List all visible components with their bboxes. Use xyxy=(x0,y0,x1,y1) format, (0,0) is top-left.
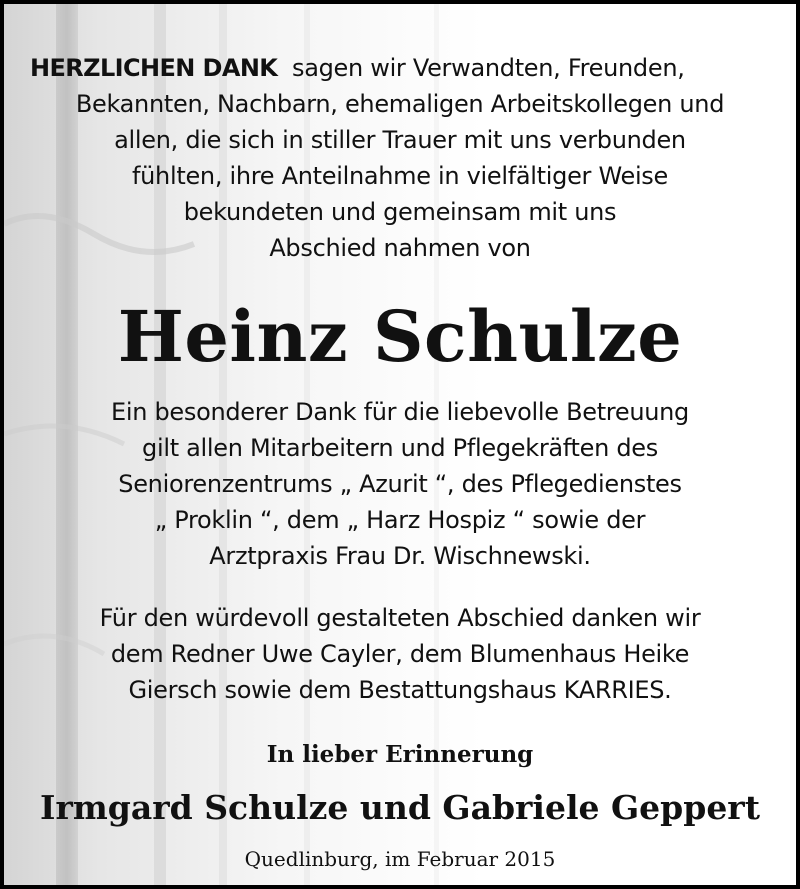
care-thanks-line-2: gilt allen Mitarbeitern und Pflegekräften des xyxy=(142,434,658,462)
intro-line-3: allen, die sich in stiller Trauer mit uns verbunden xyxy=(114,126,686,154)
intro-line-1-rest: sagen wir Verwandten, Freunden, xyxy=(291,54,685,82)
intro-line-2: Bekannten, Nachbarn, ehemaligen Arbeitskollegen und xyxy=(75,90,725,118)
farewell-thanks-line-3: Giersch sowie dem Bestattungshaus KARRIES. xyxy=(128,676,672,704)
notice-text-block xyxy=(4,4,796,885)
farewell-thanks-line-2: dem Redner Uwe Cayler, dem Blumenhaus Heike xyxy=(110,640,690,668)
remembrance-heading: In lieber Erinnerung xyxy=(266,741,534,768)
intro-line-1 xyxy=(30,50,790,86)
care-thanks-line-5: Arztpraxis Frau Dr. Wischnewski. xyxy=(209,542,591,570)
intro-line-6: Abschied nahmen von xyxy=(269,234,531,262)
deceased-name: Heinz Schulze xyxy=(117,295,683,378)
care-thanks-line-1: Ein besonderer Dank für die liebevolle Betreuung xyxy=(111,398,689,426)
signers-names: Irmgard Schulze und Gabriele Geppert xyxy=(40,788,760,827)
intro-lead: HERZLICHEN DANK xyxy=(30,54,278,82)
farewell-thanks-line-1: Für den würdevoll gestalteten Abschied danken wir xyxy=(99,604,701,632)
intro-line-5: bekundeten und gemeinsam mit uns xyxy=(183,198,617,226)
care-thanks-line-4: „ Proklin “, dem „ Harz Hospiz “ sowie der xyxy=(154,506,646,534)
intro-line-4: fühlten, ihre Anteilnahme in vielfältiger Weise xyxy=(132,162,668,190)
care-thanks-line-3: Seniorenzentrums „ Azurit “, des Pflegedienstes xyxy=(118,470,682,498)
place-and-date: Quedlinburg, im Februar 2015 xyxy=(244,847,556,871)
